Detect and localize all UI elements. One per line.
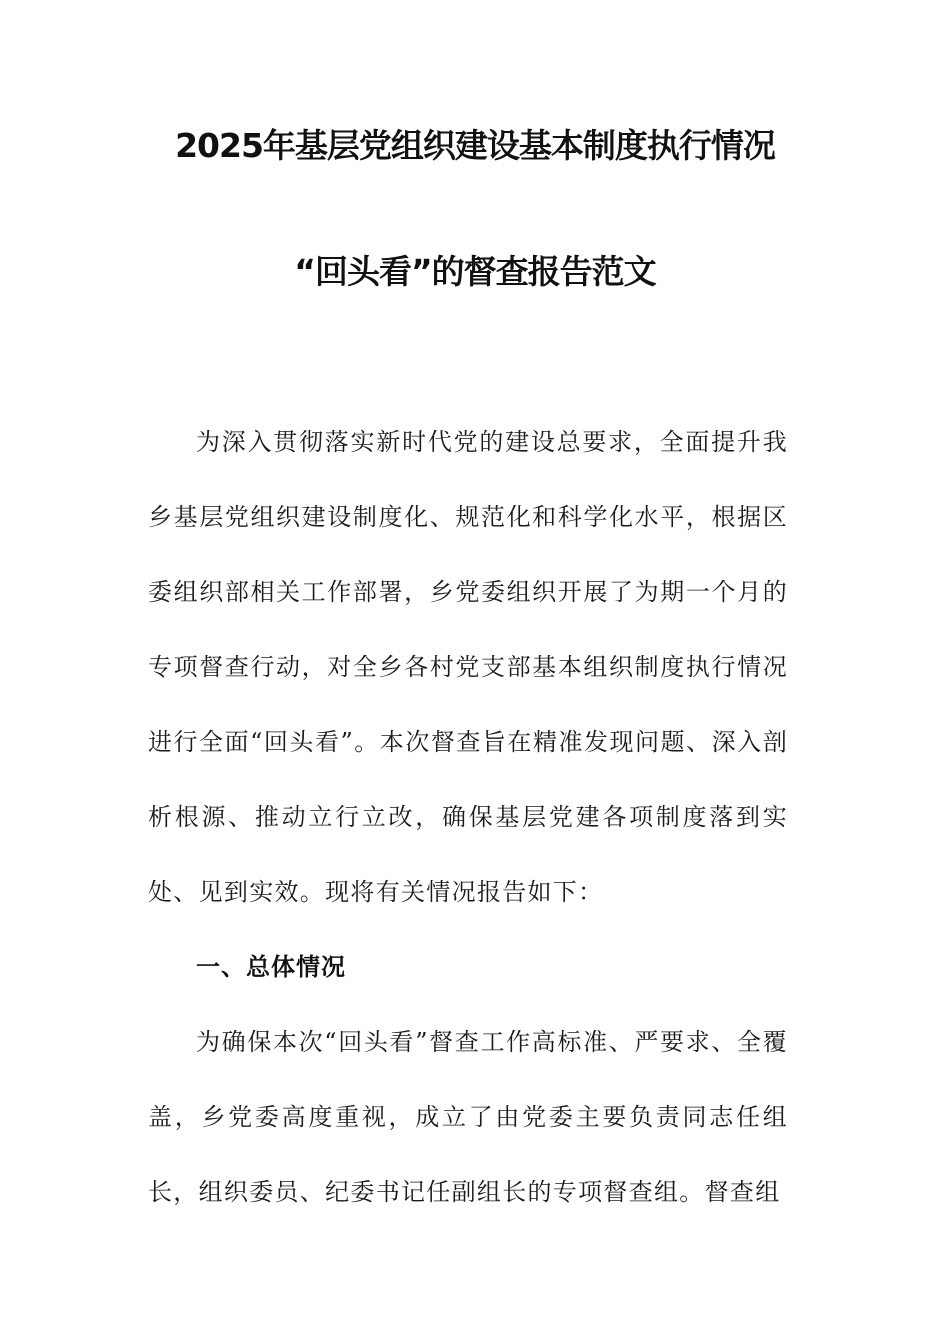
document-title-line-2: “回头看”的督查报告范文 [294, 252, 656, 291]
document-title-line-1: 2025年基层党组织建设基本制度执行情况 [175, 126, 775, 165]
intro-paragraph: 为深入贯彻落实新时代党的建设总要求，全面提升我乡基层党组织建设制度化、规范化和科学化水平，根据区委组织部相关工作部署，乡党委组织开展了为期一个月的专项督查行动，对全乡各村党支部基本组织制度执行情况进行全面“回头看”。本次督查旨在精准发现问题、深入剖析根源、推动立行立改，确保基层党建各项制度落到实处、见到实效。现将有关情况报告如下： [148, 428, 788, 906]
section-heading-overall: 一、总体情况 [196, 953, 346, 981]
overall-paragraph: 为确保本次“回头看”督查工作高标准、严要求、全覆盖，乡党委高度重视，成立了由党委主要负责同志任组长，组织委员、纪委书记任副组长的专项督查组。督查组 [148, 1028, 788, 1206]
